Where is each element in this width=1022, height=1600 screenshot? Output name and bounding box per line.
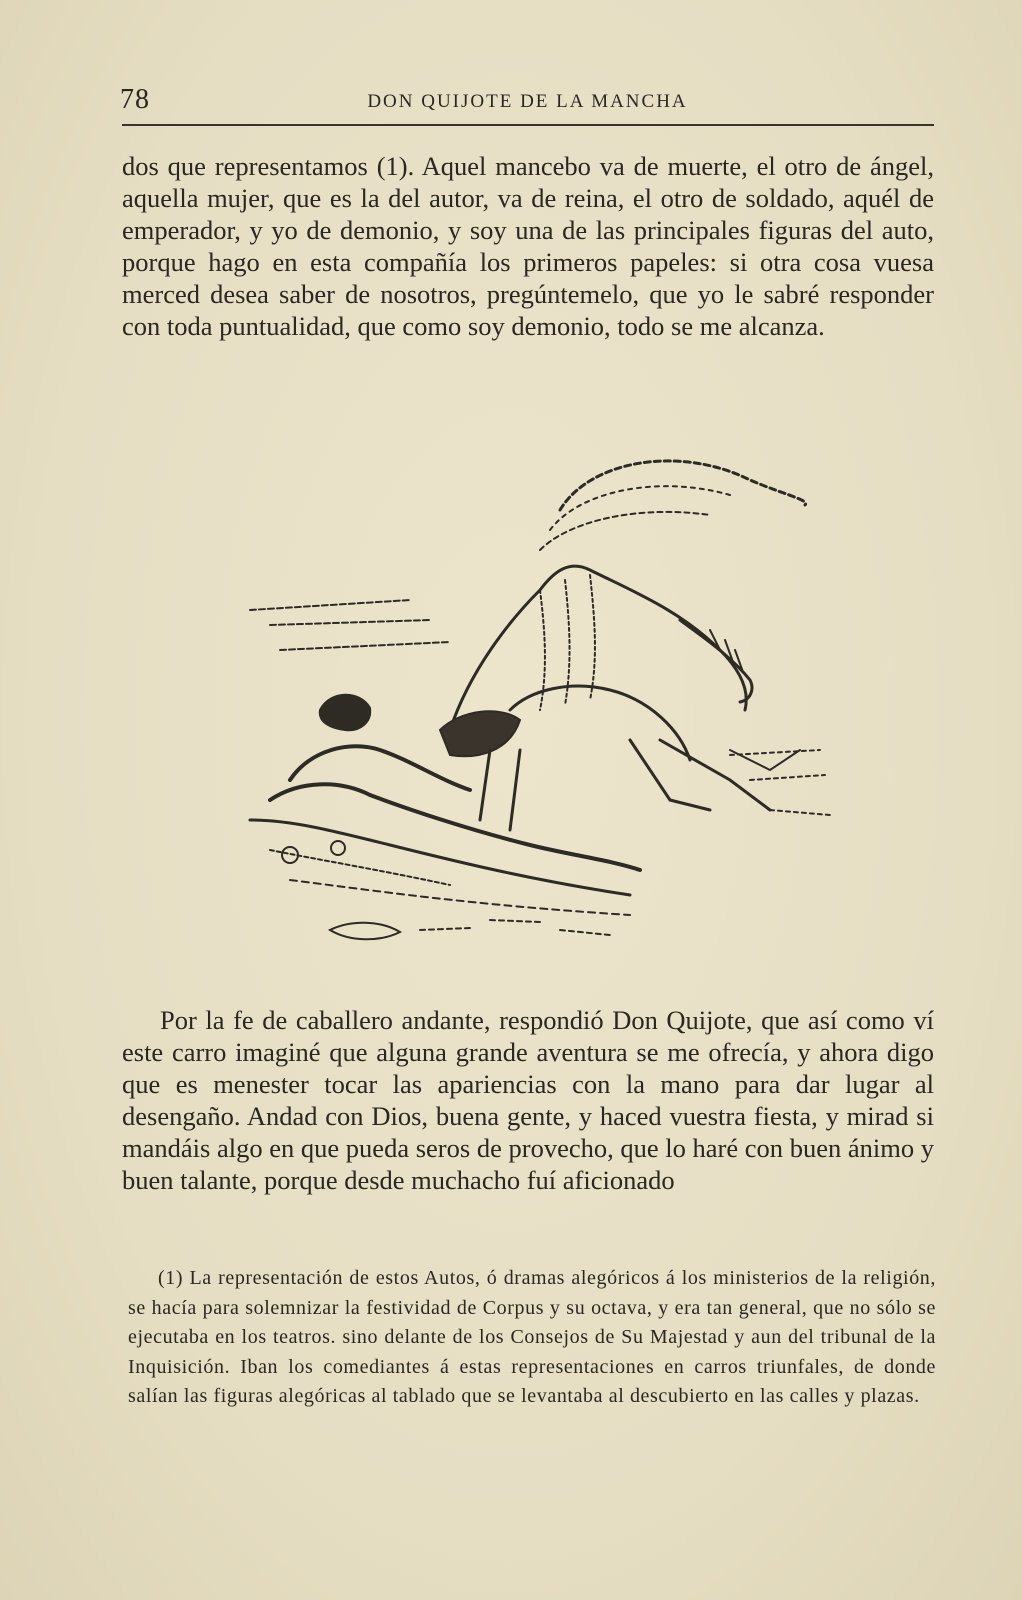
- page-number: 78: [120, 84, 150, 115]
- header-rule: [122, 124, 934, 126]
- running-title: DON QUIJOTE DE LA MANCHA: [367, 91, 688, 112]
- footnote: (1) La representación de estos Autos, ó dramas alegóricos á los ministerios de la religión, se hacía para solemnizar la festividad de Corpus y su octava, y era tan general, que no sólo se ejecutaba en los teatros. sino delante de los Consejos de Su Majestad y aun del tribunal de la Inquisición. Iban los comediantes á estas representaciones en carros triunfales, de donde salían las figuras alegóricas al tablado que se levantaba al descubierto en las calles y plazas.: [128, 1267, 936, 1407]
- body-paragraph-1: dos que representamos (1). Aquel mancebo va de muerte, el otro de ángel, aquella mujer, que es la del autor, va de reina, el otro de soldado, aquél de emperador, y yo de demonio, y soy una de las principales figuras del auto, porque hago en esta compañía los primeros papeles: si otra cosa vuesa merced desea saber de nosotros, pregúntemelo, que yo le sabré responder con toda puntualidad, que como soy demonio, todo se me alcanza.: [122, 151, 934, 341]
- engraving-illustration: [210, 450, 850, 980]
- page-header: [120, 84, 935, 118]
- body-paragraph-2: Por la fe de caballero andante, respondió Don Quijote, que así como ví este carro imaginé que alguna grande aventura se me ofrecía, y ahora digo que es menester tocar las apariencias con la mano para dar lugar al desengaño. Andad con Dios, buena gente, y haced vuestra fiesta, y mirad si mandáis algo en que pueda seros de provecho, que lo haré con buen ánimo y buen talante, porque desde muchacho fuí aficionado: [122, 1005, 934, 1195]
